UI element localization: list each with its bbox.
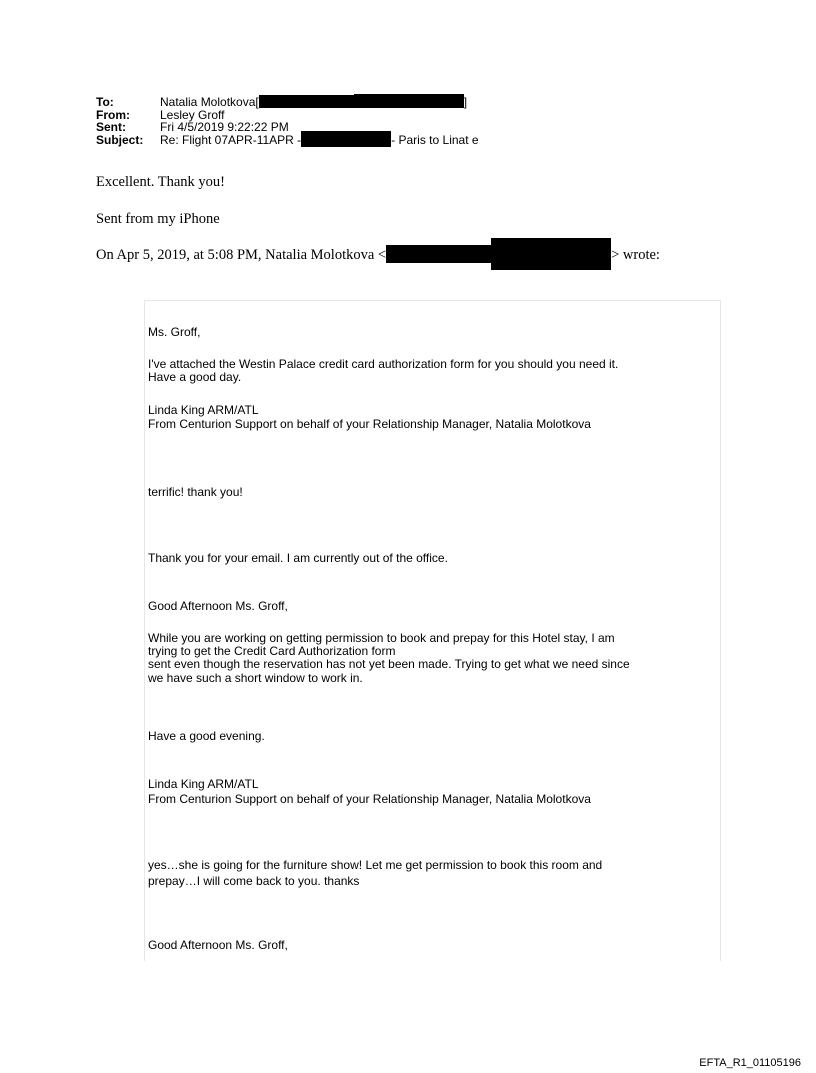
from-value: Lesley Groff (160, 107, 225, 122)
attribution-suffix: > wrote: (611, 247, 660, 263)
greeting: Good Afternoon Ms. Groff, (148, 938, 288, 952)
message-line: Thank you for your email. I am currently out of the office. (148, 551, 448, 565)
subject-prefix: Re: Flight 07APR-11APR - (160, 132, 302, 147)
paragraph-line: we have such a short window to work in. (148, 671, 363, 685)
sent-label: Sent: (96, 120, 126, 134)
quoted-message (144, 300, 721, 961)
from-label: From: (96, 107, 130, 122)
message-line: terrific! thank you! (148, 485, 243, 499)
paragraph-line: While you are working on getting permission to book and prepay for this Hotel stay, I am (148, 631, 615, 645)
message-line: Have a good evening. (148, 729, 265, 743)
to-label: To: (96, 95, 114, 109)
attribution-prefix: On Apr 5, 2019, at 5:08 PM, Natalia Molotkova < (96, 247, 387, 263)
sent-row (96, 121, 479, 134)
signature-line: Linda King ARM/ATL (148, 777, 259, 791)
to-value: Natalia Molotkova[ (160, 95, 259, 109)
redaction-bar (301, 131, 391, 147)
reply-line: Excellent. Thank you! (96, 174, 225, 190)
to-close: ] (463, 95, 468, 109)
subject-suffix: - Paris to Linat e (391, 132, 479, 147)
sent-value: Fri 4/5/2019 9:22:22 PM (160, 120, 289, 134)
message-line: yes…she is going for the furniture show! Let me get permission to book this room and (148, 858, 603, 872)
redaction-bar (259, 95, 354, 108)
signature-line: From Centurion Support on behalf of your Relationship Manager, Natalia Molotkova (148, 792, 591, 806)
subject-label: Subject: (96, 132, 144, 147)
redaction-bar (386, 245, 491, 263)
redaction-bar (354, 94, 464, 108)
subject-row (96, 134, 479, 147)
paragraph-line: sent even though the reservation has not yet been made. Trying to get what we need since (148, 657, 630, 671)
to-row (96, 96, 479, 109)
attribution (96, 247, 660, 270)
paragraph-line: Have a good day. (148, 370, 242, 384)
signature-line: From Centurion Support on behalf of your Relationship Manager, Natalia Molotkova (148, 417, 591, 431)
redaction-bar (491, 238, 611, 270)
paragraph-line: trying to get the Credit Card Authorization form (148, 644, 396, 658)
greeting: Good Afternoon Ms. Groff, (148, 599, 288, 613)
paragraph-line: I've attached the Westin Palace credit card authorization form for you should you need it. (148, 357, 619, 371)
message-line: prepay…I will come back to you. thanks (148, 874, 360, 888)
greeting: Ms. Groff, (148, 325, 201, 339)
signature: Sent from my iPhone (96, 211, 220, 227)
signature-line: Linda King ARM/ATL (148, 403, 259, 417)
document-id: EFTA_R1_01105196 (699, 1057, 801, 1069)
email-header (96, 96, 479, 147)
